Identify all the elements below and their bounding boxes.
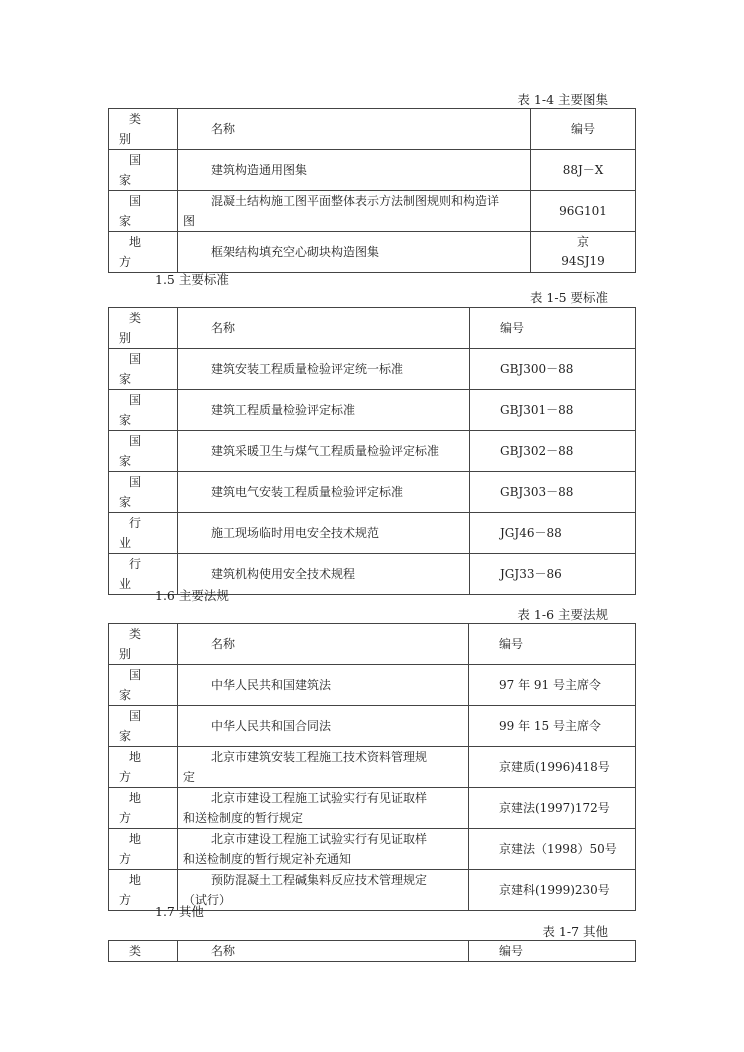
code-cell: GBJ303－88 [470, 472, 636, 513]
category-cell: 类 别 [109, 109, 178, 150]
name-cell: 建筑工程质量检验评定标准 [178, 390, 470, 431]
category-cell: 国 家 [109, 472, 178, 513]
category-cell: 地 方 [109, 747, 178, 788]
section-heading: 1.6 主要法规 [155, 588, 229, 603]
table-row [109, 431, 636, 472]
reference-table [108, 940, 636, 962]
name-cell: 中华人民共和国建筑法 [178, 665, 469, 706]
category-cell: 国 家 [109, 349, 178, 390]
table-header-row [109, 109, 636, 150]
category-cell: 国 家 [109, 191, 178, 232]
reference-table [108, 108, 636, 273]
table-row [109, 390, 636, 431]
name-cell: 框架结构填充空心砌块构造图集 [178, 232, 531, 273]
name-cell: 北京市建设工程施工试验实行有见证取样和送检制度的暂行规定 [178, 788, 469, 829]
table-row [109, 706, 636, 747]
table-header-row [109, 624, 636, 665]
name-cell: 施工现场临时用电安全技术规范 [178, 513, 470, 554]
table-row [109, 665, 636, 706]
code-cell: 京建法(1997)172号 [469, 788, 636, 829]
name-cell: 建筑采暖卫生与煤气工程质量检验评定标准 [178, 431, 470, 472]
code-cell: 编号 [531, 109, 636, 150]
category-cell: 地 方 [109, 232, 178, 273]
section-heading: 1.7 其他 [155, 904, 204, 919]
category-cell: 类 别 [109, 308, 178, 349]
category-cell: 类 [109, 941, 178, 962]
name-cell: 名称 [178, 109, 531, 150]
category-cell: 行 业 [109, 554, 178, 595]
name-cell: 建筑机构使用安全技术规程 [178, 554, 470, 595]
code-cell: 编号 [470, 308, 636, 349]
code-cell: GBJ301－88 [470, 390, 636, 431]
code-cell: 编号 [469, 941, 636, 962]
table-row [109, 788, 636, 829]
code-cell: 京建科(1999)230号 [469, 870, 636, 911]
category-cell: 类 别 [109, 624, 178, 665]
code-cell: JGJ33－86 [470, 554, 636, 595]
category-cell: 国 家 [109, 390, 178, 431]
name-cell: 建筑构造通用图集 [178, 150, 531, 191]
name-cell: 名称 [178, 624, 469, 665]
table-header-row [109, 308, 636, 349]
name-cell: 建筑电气安装工程质量检验评定标准 [178, 472, 470, 513]
code-cell: 京建法（1998）50号 [469, 829, 636, 870]
code-cell: 97 年 91 号主席令 [469, 665, 636, 706]
name-cell: 建筑安装工程质量检验评定统一标准 [178, 349, 470, 390]
code-cell: 96G101 [531, 191, 636, 232]
category-cell: 国 家 [109, 150, 178, 191]
reference-table [108, 307, 636, 595]
code-cell: 京建质(1996)418号 [469, 747, 636, 788]
table-row [109, 232, 636, 273]
table-row [109, 349, 636, 390]
table-row [109, 150, 636, 191]
name-cell: 北京市建筑安装工程施工技术资料管理规定 [178, 747, 469, 788]
code-cell: 京 94SJ19 [531, 232, 636, 273]
table-caption: 表 1-5 要标准 [529, 290, 608, 305]
category-cell: 国 家 [109, 665, 178, 706]
name-cell: 北京市建设工程施工试验实行有见证取样和送检制度的暂行规定补充通知 [178, 829, 469, 870]
name-cell: 名称 [178, 941, 469, 962]
table-caption: 表 1-7 其他 [542, 924, 608, 939]
category-cell: 国 家 [109, 431, 178, 472]
table-row [109, 513, 636, 554]
reference-table [108, 623, 636, 911]
code-cell: JGJ46－88 [470, 513, 636, 554]
category-cell: 地 方 [109, 870, 178, 911]
table-row [109, 829, 636, 870]
category-cell: 行 业 [109, 513, 178, 554]
table-row [109, 747, 636, 788]
section-heading: 1.5 主要标准 [155, 272, 229, 287]
table-caption: 表 1-4 主要图集 [517, 92, 608, 107]
table-row [109, 472, 636, 513]
category-cell: 地 方 [109, 829, 178, 870]
name-cell: 名称 [178, 308, 470, 349]
name-cell: 中华人民共和国合同法 [178, 706, 469, 747]
table-row [109, 191, 636, 232]
category-cell: 地 方 [109, 788, 178, 829]
code-cell: GBJ300－88 [470, 349, 636, 390]
code-cell: 99 年 15 号主席令 [469, 706, 636, 747]
table-caption: 表 1-6 主要法规 [517, 607, 608, 622]
table-header-row [109, 941, 636, 962]
code-cell: 编号 [469, 624, 636, 665]
name-cell: 混凝土结构施工图平面整体表示方法制图规则和构造详图 [178, 191, 531, 232]
name-cell: 预防混凝土工程碱集料反应技术管理规定（试行） [178, 870, 469, 911]
code-cell: 88J－X [531, 150, 636, 191]
category-cell: 国 家 [109, 706, 178, 747]
code-cell: GBJ302－88 [470, 431, 636, 472]
